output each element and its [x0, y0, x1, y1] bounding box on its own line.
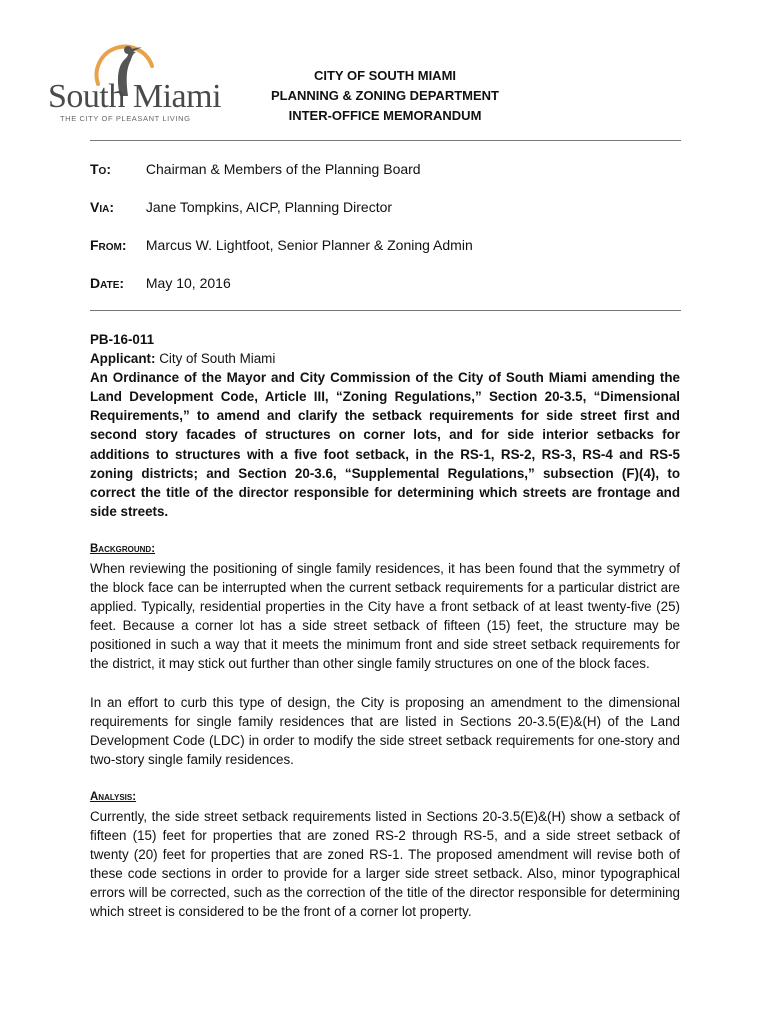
memo-from-value: Marcus W. Lightfoot, Senior Planner & Zoning Admin [145, 237, 473, 253]
analysis-title: Analysis: [90, 790, 137, 803]
memo-body [90, 330, 680, 921]
applicant-value: City of South Miami [159, 351, 276, 367]
bottom-divider [90, 310, 681, 311]
applicant-line [90, 349, 680, 368]
memo-to-label: To: [90, 161, 111, 177]
analysis-paragraph-1: Currently, the side street setback requirements listed in Sections 20-3.5(E)&(H) show a setback of fifteen (15) feet for properties that are zoned RS-2 through RS-5, and a side street setback of twenty (20) feet for properties that are zoned RS-1. The proposed amendment will revise both of these code sections in order to provide for a larger side street setback. Also, minor typographical errors will be corrected, such as the correction of the title of the director responsible for determining which street is considered to be the front of a corner lot property. [90, 808, 680, 920]
memo-to-row [90, 160, 421, 178]
item-number: PB-16-011 [90, 332, 155, 347]
background-paragraph-1: When reviewing the positioning of single family residences, it has been found that the symmetry of the block face can be interrupted when the current setback requirements for a particular district are applied. Typically, residential properties in the City have a front setback of at least twenty-five (25) feet. Because a corner lot has a side street setback of fifteen (15) feet, the structure may be positioned in such a way that it meets the minimum front and side street setback requirements for the district, it may stick out further than other single family structures on one of the block faces. [90, 560, 680, 672]
logo-tagline: THE CITY OF PLEASANT LIVING [60, 114, 191, 123]
memo-from-row [90, 236, 473, 254]
background-paragraph-2: In an effort to curb this type of design, the City is proposing an amendment to the dimensional requirements for single family residences that are listed in Sections 20-3.5(E)&(H) of the Land Development Code (LDC) in order to modify the side street setback requirements for one-story and two-story single family residences. [90, 694, 680, 767]
applicant-label: Applicant: [90, 351, 156, 367]
memo-from-label: From: [90, 237, 127, 253]
memo-date-label: Date: [90, 275, 125, 291]
header-city: CITY OF SOUTH MIAMI [313, 68, 457, 83]
header-memo-type: INTER-OFFICE MEMORANDUM [288, 108, 482, 123]
header-department: PLANNING & ZONING DEPARTMENT [271, 88, 499, 103]
memo-header [240, 66, 530, 126]
memo-date-value: May 10, 2016 [145, 275, 231, 291]
top-divider [90, 140, 681, 141]
logo-wordmark: South Miami [48, 78, 222, 115]
memo-via-value: Jane Tompkins, AICP, Planning Director [145, 199, 393, 215]
memo-via-label: Via: [90, 199, 114, 215]
memo-date-row [90, 274, 231, 292]
memo-via-row [90, 198, 392, 216]
memo-to-value: Chairman & Members of the Planning Board [145, 161, 421, 177]
ordinance-description: An Ordinance of the Mayor and City Commission of the City of South Miami amending the Land Development Code, Article III, “Zoning Regulations,” Section 20-3.5, “Dimensional Requirements,” to amend and clarify the setback requirements for side street first and second story facades of structures on corner lots, and for side interior setbacks for additions to structures with a five foot setback, in the RS-1, RS-2, RS-3, RS-4 and RS-5 zoning districts; and Section 20-3.6, “Supplemental Regulations,” subsection (F)(4), to correct the title of the director responsible for determining which streets are frontage and side streets. [90, 370, 680, 519]
city-logo [44, 36, 222, 128]
background-title: Background: [90, 542, 156, 555]
